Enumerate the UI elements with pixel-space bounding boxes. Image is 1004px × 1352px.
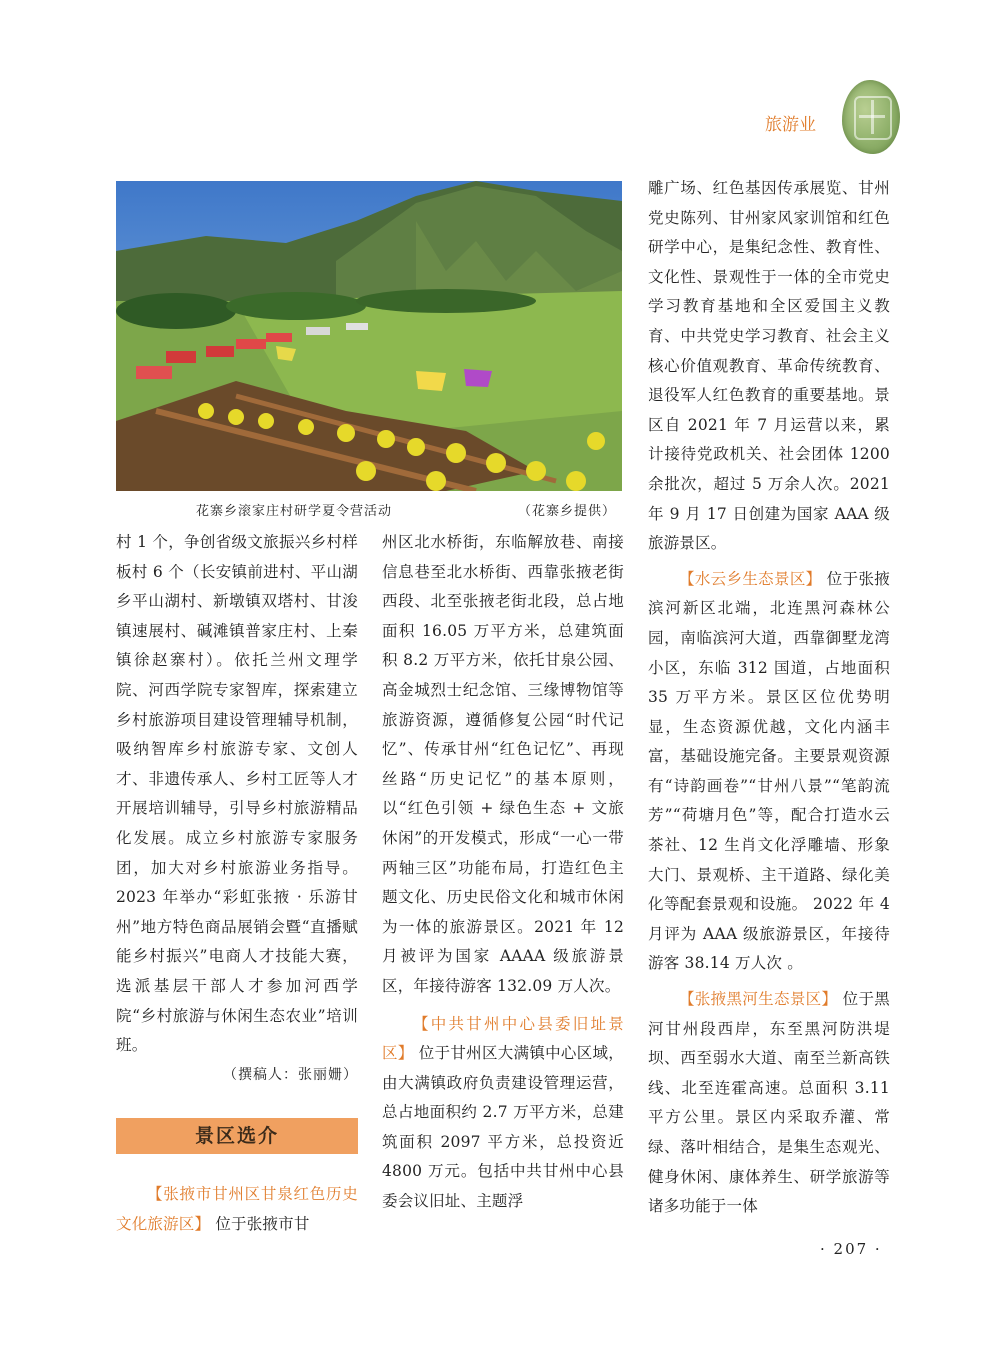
section-title-bar: 景区选介 [116, 1118, 358, 1154]
scenic-area-3-title: 【水云乡生态景区】 [679, 569, 822, 588]
scenic-area-2 [382, 1010, 624, 1217]
column-3 [648, 174, 890, 1222]
village-camp-photo [116, 181, 622, 491]
photo-caption [116, 500, 622, 520]
green-seal-icon [842, 80, 900, 154]
scenic-area-1-text: 位于张掖市甘 [210, 1214, 310, 1233]
col3-paragraph: 雕广场、红色基因传承展览、甘州党史陈列、甘州家风家训馆和红色研学中心，是集纪念性、教育性、文化性、景观性于一体的全市党史学习教育基地和全区爱国主义教育、中共党史学习教育、社会主义核心价值观教育、革命传统教育、退役军人红色教育的重要基地。景区自 2021 年 7 月运营以来，累计接待党政机关、社会团体 1200 余批次，超过 5 万余人次。2021 年 9 月 17 日创建为国家 AAA 级旅游景区。 [648, 179, 890, 553]
column-2 [382, 528, 624, 1217]
scenic-area-1-title: 【张掖市甘州区甘泉红色历史文化旅游区】 [116, 1185, 358, 1233]
caption-text: 花寨乡滚家庄村研学夏令营活动 [196, 504, 393, 519]
scenic-area-2-title: 【中共甘州中心县委旧址景区】 [382, 1014, 624, 1063]
scenic-area-4 [648, 985, 890, 1222]
col2-paragraph: 州区北水桥街，东临解放巷、南接信息巷至北水桥街、西靠张掖老街西段、北至张掖老街北段，总占地面积 16.05 万平方米，总建筑面积 8.2 万平方米，依托甘泉公园、高金城烈士纪念馆、三缘博物馆等旅游资源，遵循修复公园“时代记忆”、传承甘州“红色记忆”、再现丝路“历史记忆”的基本原则，以“红色引领 + 绿色生态 + 文旅休闲”的开发模式，形成“一心一带两轴三区”功能布局，打造红色主题文化、历史民俗文化和城市休闲为一体的旅游景区。2021 年 12 月被评为国家 AAAA 级旅游景区，年接待游客 132.09 万人次。 [382, 533, 624, 995]
column-1 [116, 528, 358, 1090]
caption-credit: （花寨乡提供） [517, 504, 616, 519]
scenic-area-3 [648, 565, 890, 979]
scenic-area-4-text: 位于黑河甘州段西岸，东至黑河防洪堤坝、西至弱水大道、南至兰新高铁线、北至连霍高速。总面积 3.11 平方公里。景区内采取乔灌、常绿、落叶相结合，是集生态观光、健身休闲、康体养生、研学旅游等诸多功能于一体 [648, 990, 890, 1216]
column-1-lower [116, 1180, 358, 1239]
col1-paragraph: 村 1 个，争创省级文旅振兴乡村样板村 6 个（长安镇前进村、平山湖乡平山湖村、新墩镇双塔村、甘浚镇速展村、碱滩镇普家庄村、上秦镇徐赵寨村）。依托兰州文理学院、河西学院专家智库，探索建立乡村旅游项目建设管理辅导机制，吸纳智库乡村旅游专家、文创人才、非遗传承人、乡村工匠等人才开展培训辅导，引导乡村旅游精品化发展。成立乡村旅游专家服务团，加大对乡村旅游业务指导。2023 年举办“彩虹张掖 · 乐游甘州”地方特色商品展销会暨“直播赋能乡村振兴”电商人才技能大赛，选派基层干部人才参加河西学院“乡村旅游与休闲生态农业”培训班。 [116, 533, 358, 1055]
scenic-area-2-text: 位于甘州区大满镇中心区域，由大满镇政府负责建设管理运营，总占地面积约 2.7 万平方米，总建筑面积 2097 平方米，总投资近 4800 万元。包括中共甘州中心县委会议旧址、主题浮 [382, 1044, 624, 1211]
scenic-area-4-title: 【张掖黑河生态景区】 [679, 990, 838, 1009]
author-credit: （撰稿人：张丽姗） [223, 1066, 358, 1083]
scenic-area-1 [116, 1180, 358, 1239]
scenic-area-3-text: 位于张掖滨河新区北端，北连黑河森林公园，南临滨河大道，西靠御墅龙湾小区，东临 312 国道，占地面积 35 万平方米。景区区位优势明显，生态资源优越，文化内涵丰富，基础设施完备。主要景观资源有“诗韵画卷”“甘州八景”“笔韵流芳”“荷塘月色”等，配合打造水云茶社、12 生肖文化浮雕墙、形象大门、景观桥、主干道路、绿化美化等配套景观和设施。 2022 年 4 月评为 AAA 级旅游景区，年接待游客 38.14 万人次 。 [648, 569, 890, 973]
section-header-label: 旅游业 [765, 115, 816, 135]
page-number: · 207 · [820, 1240, 882, 1258]
